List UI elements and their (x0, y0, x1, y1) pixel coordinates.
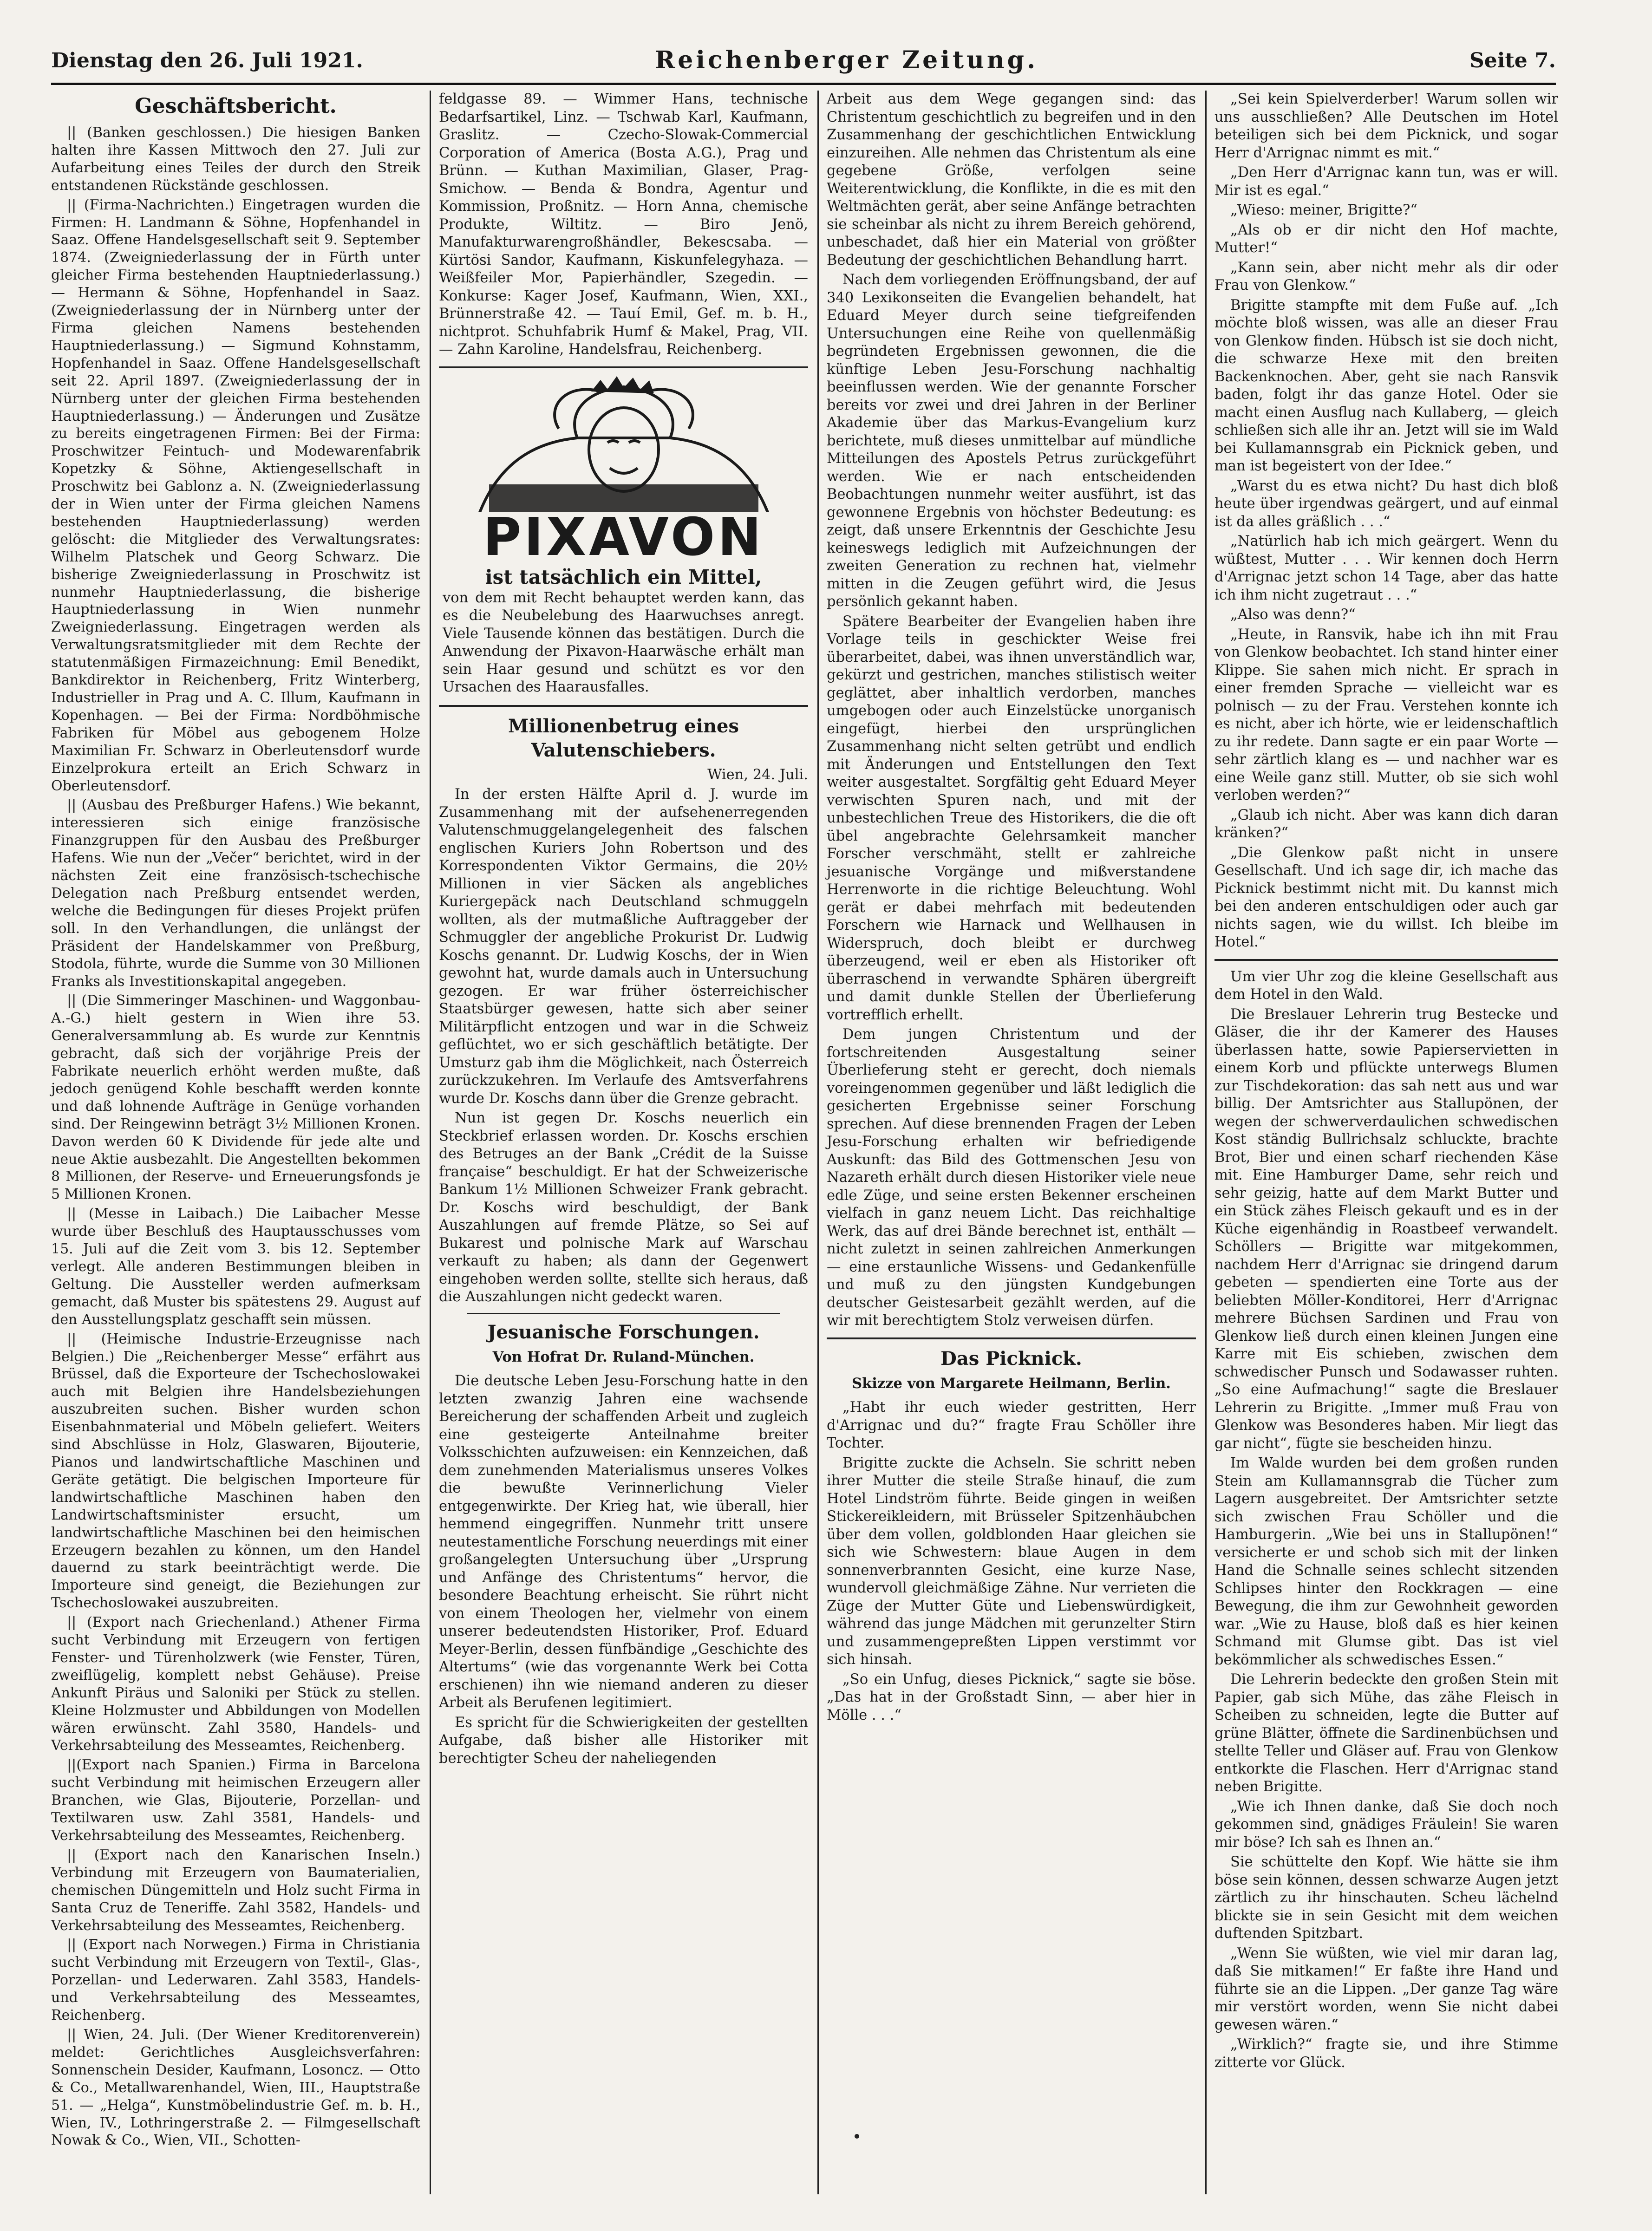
story-paragraph: „Kann sein, aber nicht mehr als dir oder Frau von Glenkow.“ (1215, 259, 1558, 294)
story-title-picknick: Das Picknick. (940, 1347, 1082, 1370)
story-paragraph: „Als ob er dir nicht den Hof machte, Mutter!“ (1215, 222, 1558, 256)
article-paragraph: Nun ist gegen Dr. Koschs neuerlich ein Steckbrief erlassen worden. Dr. Koschs erschien des Betruges an der Bank „Crédit de la Suisse française“ beschuldigt. Er hat der Schweizerische Bankum 1½ Millionen Schweizer Frank gebracht. Dr. Koschs wird beschuldigt, der Bank Auszahlungen auf fremde Plätze, so Sei auf Bukarest und polnische Mark auf Warschau verkauft zu haben; als dann der Gegenwert eingehoben werden sollte, stellte sich heraus, daß die Auszahlungen nicht gedeckt waren. (439, 1110, 808, 1305)
story-paragraph: „Habt ihr euch wieder gestritten, Herr d'Arrignac und du?“ fragte Frau Schöller ihre Tochter. (827, 1399, 1196, 1451)
business-paragraph: || (Heimische Industrie-Erzeugnisse nach Belgien.) Die „Reichenberger Messe“ erfährt aus Brüssel, daß die Exporteure der Tschechoslowakei auch mit Belgien ihre Handelsbeziehungen auszubreiten suchen. Bisher wurden schon Eisenbahnmaterial und Möbeln geliefert. Weiters sind Abschlüsse in Holz, Glaswaren, Bijouterie, Pianos und landwirtschaftliche Maschinen und Geräte getätigt. Die belgischen Importeure für landwirtschaftliche Maschinen haben den Landwirtschaftsminister ersucht, um landwirtschaftliche Maschinen bei den heimischen Erzeugern bezahlen zu können, um den Handel dauernd zu stark beeinträchtigt werde. Die Importeure sind geneigt, die Beziehungen zur Tschechoslowakei auszubreiten. (51, 1331, 420, 1611)
business-paragraph: || (Banken geschlossen.) Die hiesigen Banken halten ihre Kassen Mittwoch den 27. Juli zur Aufarbeitung eines Teiles der durch den Streik entstandenen Rückstände geschlossen. (51, 124, 420, 194)
masthead-rule (51, 83, 1556, 85)
business-paragraph: ||(Export nach Spanien.) Firma in Barcelona sucht Verbindung mit heimischen Erzeugern aller Branchen, wie Glas, Bijouterie, Porzellan- und Textilwaren usw. Zahl 3581, Handels- und Verkehrsabteilung des Messeamtes, Reichenberg. (51, 1757, 420, 1844)
column-four (1215, 91, 1558, 2074)
article-paragraph: Es spricht für die Schwierigkeiten der gestellten Aufgabe, daß bisher alle Historiker mit berechtigter Scheu der naheliegenden (439, 1714, 808, 1767)
story-paragraph: „Wenn Sie wüßten, wie viel mir daran lag, daß Sie mitkamen!“ Er faßte ihre Hand und führte sie an die Lippen. „Der ganze Tag wäre mir verstört worden, wenn Sie nicht dabei gewesen wären.“ (1215, 1945, 1558, 2033)
column-divider (1205, 91, 1207, 2194)
story-paragraph: „Glaub ich nicht. Aber was kann dich daran kränken?“ (1215, 807, 1558, 841)
advertisement-claim: ist tatsächlich ein Mittel, (485, 565, 762, 588)
print-mark (855, 2134, 859, 2139)
column-three (827, 91, 1196, 1726)
business-paragraph: || (Export nach Norwegen.) Firma in Christiania sucht Verbindung mit Erzeugern von Textil-, Glas-, Porzellan- und Lederwaren. Zahl 3583, Handels- und Verkehrsabteilung des Messeamtes, Reichenberg. (51, 1937, 420, 2024)
business-paragraph: || (Export nach Griechenland.) Athener Firma sucht Verbindung mit Erzeugern von fertigen Fenster- und Türenholzwerk (wie Fenster, Türen, zweiflügelig, komplett nebst Gehäuse). Preise Ankunft Piräus und Saloniki per Stück zu stellen. Kleine Holzmuster und Abbildungen von Modellen wären erwünscht. Zahl 3580, Handels- und Verkehrsabteilung des Messeamtes, Reichenberg. (51, 1614, 420, 1754)
story-paragraph: „Wie ich Ihnen danke, daß Sie doch noch gekommen sind, gnädiges Fräulein! Sie waren mir böse? Ich sah es Ihnen an.“ (1215, 1798, 1558, 1851)
story-paragraph: „Natürlich hab ich mich geärgert. Wenn du wüßtest, Mutter . . . Wir kennen doch Herrn d'Arrignac jetzt schon 14 Tage, aber das hatte ich ihm nicht zugetraut . . .“ (1215, 533, 1558, 603)
story-paragraph: Die Lehrerin bedeckte den großen Stein mit Papier, gab sich Mühe, das zähe Fleisch in Scheiben zu schneiden, legte die Butter auf grüne Blätter, öffnete die Sardinenbüchsen und stellte Teller und Gläser auf. Frau von Glenkow entkorkte die Flaschen. Herr d'Arrignac stand neben Brigitte. (1215, 1671, 1558, 1795)
issue-date: Dienstag den 26. Juli 1921. (51, 49, 363, 72)
story-paragraph: „Warst du es etwa nicht? Du hast dich bloß heute über irgendwas geärgert, und auf einmal ist da alles gräßlich . . .“ (1215, 477, 1558, 530)
pixavon-advertisement (439, 366, 808, 707)
advertisement-body: von dem mit Recht behauptet werden kann, das es die Neubelebung des Haarwuchses anregt. Viele Tausende können das bestätigen. Durch die Anwendung der Pixavon-Haarwäsche erhält man sein Haar gesund und schützt es vor den Ursachen des Haarausfalles. (443, 589, 804, 695)
column-business (51, 91, 420, 2151)
business-paragraph: || (Die Simmeringer Maschinen- und Waggonbau-A.-G.) hielt gestern in Wien ihre 53. Generalversammlung ab. Es wurde zur Kenntnis gebracht, daß sich der vorjährige Preis der Fabrikate neuerlich erhöht werden mußte, daß jedoch genügend Kohle beschafft werden konnte und daß lohnende Aufträge in Genüge vorhanden sind. Der Reingewinn beträgt 3½ Millionen Kronen. Davon werden 60 K Dividende für jede alte und neue Aktie ausbezahlt. Die Angestellten bekommen 8 Millionen, der Reserve- und Erneuerungsfonds je 5 Millionen Kronen. (51, 992, 420, 1203)
story-paragraph: Im Walde wurden bei dem großen runden Stein am Kullamannsgrab die Tücher zum Lagern ausgebreitet. Der Amtsrichter setzte sich zwischen Frau Schöller und die Hamburgerin. „Wie bei uns in Stallupönen!“ versicherte er und schob sich mit der linken Hand die Schnalle seines schlecht sitzenden Schlipses hinter den Rockkragen — eine Bewegung, die ihm zur Gewohnheit geworden war. „Wie zu Hause, bloß daß es hier keinen Schmand mit Glumse gibt. Das ist viel bekömmlicher als schwedisches Essen.“ (1215, 1455, 1558, 1668)
feuilleton-rule (827, 1337, 1196, 1339)
creditor-list-continuation: feldgasse 89. — Wimmer Hans, technische Bedarfsartikel, Linz. — Tschwab Karl, Kaufmann, Graslitz. — Czecho-Slowak-Commercial Corporation of America (Bosta A.G.), Prag und Brünn. — Kuthan Maximilian, Glaser, Prag-Smichow. — Benda & Bondra, Agentur und Kommission, Proßnitz. — Horn Anna, chemische Produkte, Wiltitz. — Biro Jenö, Manufakturwarengroßhändler, Bekescsaba. — Kürtösi Sandor, Kaufmann, Kiskunfelegyhaza. — Weißfeiler Mor, Papierhändler, Szegedin. — Konkurse: Kager Josef, Kaufmann, Wien, XXI., Brünnerstraße 42. — Tauí Emil, Gef. m. b. H., nichtprot. Schuhfabrik Humf & Makel, Prag, VII. — Zahn Karoline, Handelsfrau, Reichenberg. (439, 91, 808, 358)
article-dateline: Wien, 24. Juli. (707, 766, 808, 783)
advertisement-brand: PIXAVON (483, 507, 764, 568)
story-section-rule (1215, 959, 1558, 961)
article-paragraph: Dem jungen Christentum und der fortschreitenden Ausgestaltung seiner Überlieferung steht er gerecht, doch niemals voreingenommen gegenüber und läßt lediglich die gesicherten Ergebnisse seiner Forschung sprechen. Auf diese brennenden Fragen der Leben Jesu-Forschung erhalten wir befriedigende Auskunft: das Bild des Gottmenschen Jesu von Nazareth erhält durch diesen Historiker viele neue edle Züge, und seine ersten Bekenner erscheinen vielfach in ganz neuem Licht. Das reichhaltige Werk, das auf drei Bände berechnet ist, enthält — nicht zuletzt in seinen zahlreichen Anmerkungen — eine erstaunliche Wissens- und Gedankenfülle und muß zu den jüngsten Kundgebungen deutscher Geistesarbeit gezählt werden, auf die wir mit berechtigtem Stolz verweisen dürfen. (827, 1026, 1196, 1329)
article-paragraph: Nach dem vorliegenden Eröffnungsband, der auf 340 Lexikonseiten die Evangelien behandelt, hat Eduard Meyer durch seine tiefgreifenden Untersuchungen eine Reihe von quellenmäßig begründeten Ergebnissen gewonnen, die die künftige Leben Jesu-Forschung nachhaltig beeinflussen werden. Wie der genannte Forscher bereits vor zwei und drei Jahren in der Berliner Akademie über das Markus-Evangelium kurz berichtete, muß dieses unmittelbar auf mündliche Mitteilungen des Apostels Petrus zurückgeführt werden. Wie er nach entscheidenden Beobachtungen nunmehr weiter ausführt, ist das gewonnene Ergebnis von höchster Bedeutung: es zeigt, daß unsere Erkenntnis der Geschichte Jesu keineswegs lediglich mit Aufzeichnungen der zweiten Generation zu rechnen hat, vielmehr mitten in die Zeugen geführt wird, die Jesus persönlich gekannt haben. (827, 272, 1196, 610)
article-title-jesuanische: Jesuanische Forschungen. (487, 1321, 760, 1343)
story-paragraph: „So ein Unfug, dieses Picknick,“ sagte sie böse. „Das hat in der Großstadt Sinn, — aber hier in Mölle . . .“ (827, 1671, 1196, 1723)
article-separator (467, 1313, 780, 1314)
story-paragraph: Brigitte zuckte die Achseln. Sie schritt neben ihrer Mutter die steile Straße hinauf, die zum Hotel Lindström führte. Beide gingen in weißen Stickereikleidern, mit Brüsseler Spitzenhäubchen über dem vollen, goldblonden Haar gleichen sie sich wie Schwestern: blaue Augen in dem sonnenverbrannten Gesicht, eine kurze Nase, wundervoll gleichmäßige Zähne. Nur verrieten die Züge der Mutter Güte und Liebenswürdigkeit, während das junge Mädchen mit gerunzelter Stirn und zusammengepreßten Lippen verstimmt vor sich hinsah. (827, 1455, 1196, 1668)
business-paragraph: || (Ausbau des Preßburger Hafens.) Wie bekannt, interessieren sich einige französische Finanzgruppen für den Ausbau des Preßburger Hafens. Wie nun der „Večer“ berichtet, wird in der nächsten Zeit eine französisch-tschechische Delegation nach Preßburg entsendet werden, welche die Bedingungen für dieses Projekt prüfen soll. In den Verhandlungen, die unlängst der Präsident der Handelskammer von Preßburg, Stodola, führte, wurde die Summe von 30 Millionen Franks als Investitionskapital angegeben. (51, 797, 420, 990)
story-paragraph: Die Breslauer Lehrerin trug Bestecke und Gläser, die ihr der Kamerer des Hauses überlassen hatte, sowie Papierservietten in einem Korb und pflückte unterwegs Blumen zur Tischdekoration: das sah nett aus und war billig. Der Amtsrichter aus Stallupönen, der wegen der schwerverdaulichen schwedischen Kost ständig Bullrichsalz schluckte, brachte Brot, Bier und einen scharf riechenden Käse mit. Eine Hamburger Dame, sehr reich und sehr geizig, hatte auf dem Markt Butter und ein Stück zähes Fleisch gekauft und es in der Küche eigenhändig in Roastbeef verwandelt. Schöllers — Brigitte war mitgekommen, nachdem Herr d'Arrignac sie dringend darum gebeten — spendierten eine Torte aus der beliebten Möller-Konditorei, Herr d'Arrignac mehrere Büchsen Sardinen und Frau von Glenkow ließ durch einen kleinen Jungen eine Karre mit Eis schieben, zwischen dem schwedischer Punsch und Sodawasser ruhten. „So eine Aufmachung!“ sagte die Breslauer Lehrerin zu Brigitte. „Immer muß Frau von Glenkow was Besonderes haben. Mir liegt das gar nicht“, fügte sie bescheiden hinzu. (1215, 1006, 1558, 1452)
article-byline: Von Hofrat Dr. Ruland-München. (492, 1348, 755, 1365)
business-paragraph: || (Messe in Laibach.) Die Laibacher Messe wurde über Beschluß des Hauptausschusses vom 15. Juli auf die Zeit vom 3. bis 12. September verlegt. Alle anderen Bestimmungen bleiben in Geltung. Die Aussteller werden aufmerksam gemacht, daß Muster bis spätestens 29. August auf den Ausstellungsplatz geschafft sein müssen. (51, 1206, 420, 1328)
story-paragraph: Um vier Uhr zog die kleine Gesellschaft aus dem Hotel in den Wald. (1215, 968, 1558, 1003)
story-paragraph: „Wieso: meiner, Brigitte?“ (1230, 202, 1417, 218)
business-paragraph: || (Firma-Nachrichten.) Eingetragen wurden die Firmen: H. Landmann & Söhne, Hopfenhandel in Saaz. Offene Handelsgesellschaft seit 9. September 1874. (Zweigniederlassung der in Fürth unter gleicher Firma bestehenden Hauptniederlassung.) — Hermann & Söhne, Hopfenhandel in Saaz. (Zweigniederlassung der in Nürnberg unter der Firma gleichen Namens bestehenden Hauptniederlassung.) — Sigmund Kohnstamm, Hopfenhandel in Saaz. Offene Handelsgesellschaft seit 22. April 1897. (Zweigniederlassung der in Nürnberg unter der gleichen Firma bestehenden Hauptniederlassung.) — Änderungen und Zusätze zu bereits eingetragenen Firmen: Bei der Firma: Proschwitzer Feintuch- und Modewarenfabrik Kopetzky & Söhne, Aktiengesellschaft in Proschwitz bei Gablonz a. N. (Zweigniederlassung der in Wien unter der Firma gleichen Namens bestehenden Hauptniederlassung) werden gelöscht: die Mitglieder des Verwaltungsrates: Wilhelm Platschek und Georg Schwarz. Die bisherige Zweigniederlassung in Proschwitz ist nunmehr Hauptniederlassung, die bisherige Hauptniederlassung in Wien nunmehr Zweigniederlassung. Eingetragen werden als Verwaltungsratsmitglieder mit dem Rechte der statutenmäßigen Firmazeichnung: Emil Benedikt, Bankdirektor in Reichenberg, Fritz Winterberg, Industrieller in Prag und A. C. Illum, Kaufmann in Kopenhagen. — Bei der Firma: Nordböhmische Fabriken für Möbel aus gebogenem Holze Maximilian Fr. Schwarz in Oberleutensdorf wurde Einzelprokura erteilt an Erich Schwarz in Oberleutensdorf. (51, 196, 420, 794)
story-paragraph: „Die Glenkow paßt nicht in unsere Gesellschaft. Und ich sage dir, ich mache das Picknick bestimmt nicht mit. Du kannst mich bei den anderen entschuldigen oder auch gar nichts sagen, wie du willst. Ich bleibe im Hotel.“ (1215, 844, 1558, 950)
column-divider (817, 91, 819, 2194)
section-title-business: Geschäftsbericht. (135, 94, 337, 118)
story-paragraph: „Den Herr d'Arrignac kann tun, was er will. Mir ist es egal.“ (1215, 164, 1558, 199)
story-paragraph: Sie schüttelte den Kopf. Wie hätte sie ihm böse sein können, dessen schwarze Augen jetzt zärtlich zu ihr hinschauten. Scheu lächelnd blickte sie in sein Gesicht mit dem weichen duftenden Spitzbart. (1215, 1854, 1558, 1942)
story-paragraph: „Heute, in Ransvik, habe ich ihn mit Frau von Glenkow beobachtet. Ich stand hinter einer Klippe. Sie sahen mich nicht. Er sprach in einer fremden Sprache — vielleicht war es polnisch — zu der Frau. Verstehen konnte ich es nicht, aber ich hörte, wie er leidenschaftlich zu ihr redete. Dann sagte er ein paar Worte — sehr zärtlich klang es — und nachher war es eine Weile ganz still. Mutter, ob sie sich wohl verloben werden?“ (1215, 626, 1558, 803)
masthead (51, 44, 1556, 77)
story-paragraph: Brigitte stampfte mit dem Fuße auf. „Ich möchte bloß wissen, was alle an dieser Frau von Glenkow finden. Hübsch ist sie doch nicht, die schwarze Hexe mit den breiten Backenknochen. Aber, geht sie nach Ransvik baden, folgt ihr das ganze Hotel. Oder sie macht einen Ausflug nach Kullaberg, — gleich schließen sich alle ihr an. Jetzt will sie im Wald bei Kullamannsgrab ein Picknick geben, und man ist begeistert von der Idee.“ (1215, 297, 1558, 474)
page-number: Seite 7. (1469, 49, 1556, 72)
column-two (439, 91, 808, 1769)
story-paragraph: „Sei kein Spielverderber! Warum sollen wir uns ausschließen? Alle Deutschen im Hotel beteiligen sich bei dem Picknick, und sogar Herr d'Arrignac nimmt es mit.“ (1215, 91, 1558, 161)
story-paragraph: „Wirklich?“ fragte sie, und ihre Stimme zitterte vor Glück. (1215, 2036, 1558, 2071)
article-paragraph: Spätere Bearbeiter der Evangelien haben ihre Vorlage teils in geschickter Weise frei überarbeitet, dabei, was ihnen unverständlich war, gekürzt und gestrichen, manches stilistisch weiter geglättet, aber inhaltlich verdorben, manches umgebogen oder auch Einzelstücke unorganisch eingefügt, hierbei den ursprünglichen Zusammenhang nicht selten getrübt und endlich mit Änderungen und Entstellungen den Text weiter ausgestaltet. Sorgfältig geht Eduard Meyer verwischten Spuren nach, und mit der unbestechlichen Treue des Historikers, die die oft übel angebrachte Gelehrsamkeit mancher Forscher verschmäht, stellt er zahlreiche jesuanische Vorgänge und mißverstandene Herrenworte in die richtige Beleuchtung. Wohl gerät er dabei mehrfach mit bedeutenden Forschern wie Harnack und Wellhausen in Widerspruch, doch bleibt er durchweg überzeugend, weil er eben als Historiker oft überraschend in verwandte Sphären übergreift und damit dunkle Stellen der Überlieferung vortrefflich erhellt. (827, 613, 1196, 1023)
advertisement-illustration (461, 373, 786, 512)
article-title-valuta: Millionenbetrug eines Valutenschiebers. (508, 715, 739, 761)
article-paragraph: Die deutsche Leben Jesu-Forschung hatte in den letzten zwanzig Jahren eine wachsende Bereicherung der schaffenden Arbeit und zugleich eine gesteigerte Anteilnahme breiter Volksschichten aufzuweisen: ein Kennzeichen, daß dem zunehmenden Materialismus unseres Volkes die bewußte Verinnerlichung Vieler entgegenwirkte. Der Krieg hat, wie überall, hier hemmend eingegriffen. Nunmehr tritt unsere neutestamentliche Forschung neuerdings mit einer großangelegten Untersuchung über „Ursprung und Anfänge des Christentums“ hervor, die besondere Beachtung erheischt. Sie rührt nicht von einem Theologen her, vielmehr von einem unserer bedeutendsten Historiker, Prof. Eduard Meyer-Berlin, dessen fünfbändige „Geschichte des Altertums“ (wie das vorgenannte Werk bei Cotta erschienen) ihn wie niemand anderen zu dieser Arbeit als Berufenen legitimiert. (439, 1373, 808, 1711)
article-paragraph: Arbeit aus dem Wege gegangen sind: das Christentum geschichtlich zu begreifen und in den Zusammenhang der geschichtlichen Entwicklung einzureihen. Alle nehmen das Christentum als eine gegebene Größe, verfolgen seine Weiterentwicklung, die Konflikte, in die es mit den Weltmächten gerät, aber seine Anfänge betrachten sie scheinbar als nicht zu ihrem Bereich gehörend, unbeschadet, daß hier ein Material von größter Bedeutung der geschichtlichen Behandlung harrt. (827, 91, 1196, 268)
article-paragraph: In der ersten Hälfte April d. J. wurde im Zusammenhang mit der aufsehenerregenden Valutenschmuggelangelegenheit des falschen englischen Kuriers John Robertson und des Korrespondenten Viktor Germains, die 20½ Millionen in vier Säcken als angebliches Kuriergepäck nach Deutschland schmuggeln wollten, als der mutmaßliche Auftraggeber der Schmuggler der angebliche Prokurist Dr. Ludwig Koschs genannt. Dr. Ludwig Koschs, der in Wien gewohnt hat, wurde damals auch in Untersuchung gezogen. Er war früher österreichischer Staatsbürger gewesen, hatte sich aber seiner Militärpflicht entzogen und war in die Schweiz geflüchtet, wo er sich geschäftlich betätigte. Der Umsturz gab ihm die Möglichkeit, nach Österreich zurückzukehren. Im Verlaufe des Amtsverfahrens wurde Dr. Koschs dann über die Grenze gebracht. (439, 786, 808, 1107)
business-paragraph: || (Export nach den Kanarischen Inseln.) Verbindung mit Erzeugern von Baumaterialien, chemischen Düngemitteln und Holz sucht Firma in Santa Cruz de Teneriffe. Zahl 3582, Handels- und Verkehrsabteilung des Messeamtes, Reichenberg. (51, 1846, 420, 1934)
column-divider (430, 91, 431, 2194)
story-paragraph: „Also was denn?“ (1230, 607, 1356, 623)
business-paragraph: || Wien, 24. Juli. (Der Wiener Kreditorenverein) meldet: Gerichtliches Ausgleichsverfahren: Sonnenschein Desider, Kaufmann, Losoncz. — Otto & Co., Metallwarenhandel, Wien, III., Hauptstraße 51. — „Helga“, Kunstmöbelindustrie Gef. m. b. H., Wien, IV., Lothringerstraße 2. — Filmgesellschaft Nowak & Co., Wien, VII., Schotten- (51, 2026, 420, 2149)
newspaper-name: Reichenberger Zeitung. (655, 46, 1038, 74)
story-byline: Skizze von Margarete Heilmann, Berlin. (852, 1375, 1171, 1392)
